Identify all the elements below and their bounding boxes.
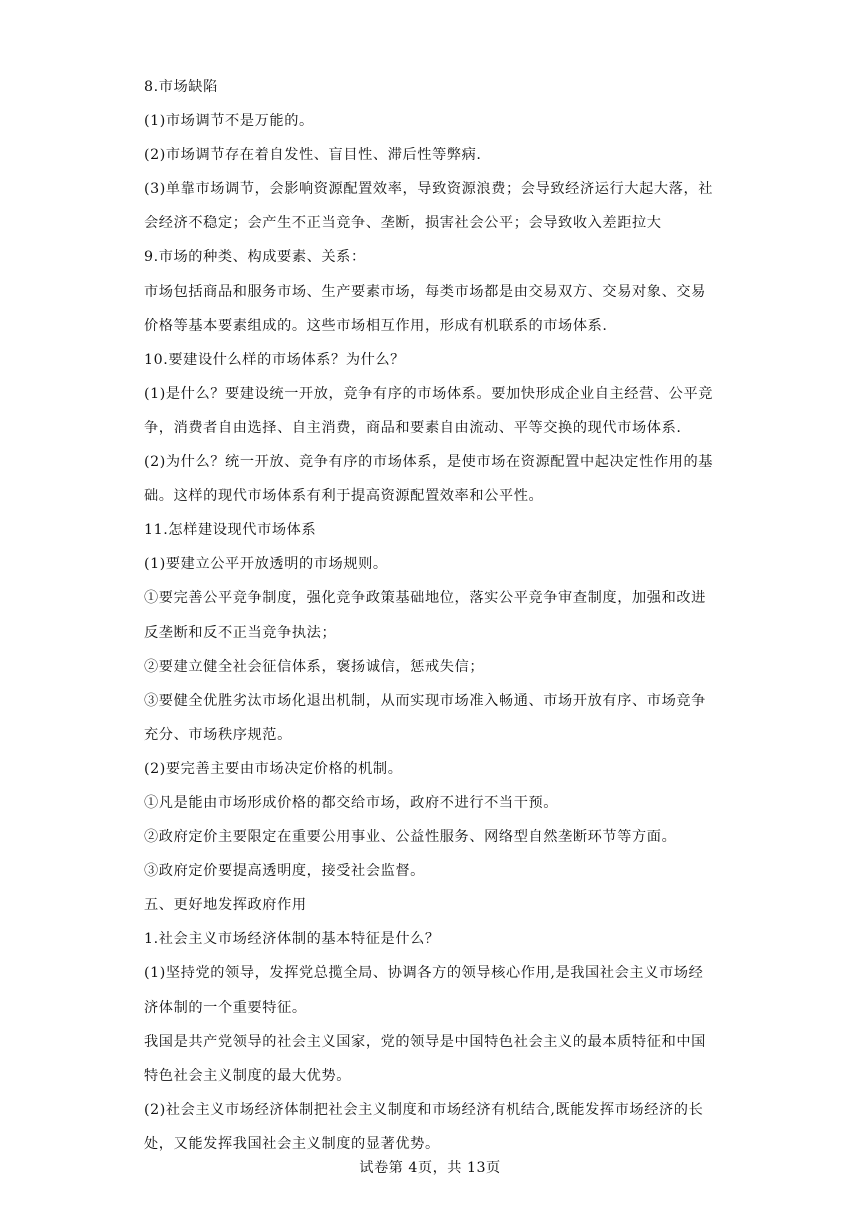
- paragraph-line: (2)要完善主要由市场决定价格的机制。: [144, 760, 403, 777]
- paragraph-line: 价格等基本要素组成的。这些市场相互作用，形成有机联系的市场体系.: [144, 317, 608, 334]
- paragraph-line: (2)为什么？统一开放、竞争有序的市场体系，是使市场在资源配置中起决定性作用的基: [144, 454, 714, 471]
- paragraph-line: 市场包括商品和服务市场、生产要素市场，每类市场都是由交易双方、交易对象、交易: [144, 283, 706, 300]
- paragraph-line: 争，消费者自由选择、自主消费，商品和要素自由流动、平等交换的现代市场体系.: [144, 419, 682, 436]
- paragraph-line: 充分、市场秩序规范。: [144, 726, 292, 743]
- paragraph-line: 础。这样的现代市场体系有利于提高资源配置效率和公平性。: [144, 488, 544, 505]
- paragraph-line: (1)市场调节不是万能的。: [144, 113, 314, 130]
- section-heading-basic-features: 1.社会主义市场经济体制的基本特征是什么？: [144, 931, 440, 948]
- paragraph-line: (1)坚持党的领导，发挥党总揽全局、协调各方的领导核心作用,是我国社会主义市场经: [144, 965, 704, 982]
- section-heading-market-system: 10.要建设什么样的市场体系？为什么？: [144, 351, 405, 368]
- paragraph-line: (1)要建立公平开放透明的市场规则。: [144, 556, 388, 573]
- section-heading-build-market-system: 11.怎样建设现代市场体系: [144, 522, 317, 539]
- paragraph-line: 反垄断和反不正当竞争执法；: [144, 624, 337, 641]
- paragraph-line: ②要建立健全社会征信体系，褒扬诚信，惩戒失信；: [144, 658, 485, 675]
- section-heading-market-types: 9.市场的种类、构成要素、关系：: [144, 249, 366, 266]
- section-heading-market-defects: 8.市场缺陷: [144, 79, 218, 95]
- paragraph-line: 特色社会主义制度的最大优势。: [144, 1067, 352, 1084]
- paragraph-line: 济体制的一个重要特征。: [144, 999, 307, 1016]
- paragraph-line: ③政府定价要提高透明度，接受社会监督。: [144, 863, 425, 880]
- page-number-footer: 试卷第 4页，共 13页: [359, 1160, 501, 1176]
- section-heading-government-role: 五、更好地发挥政府作用: [144, 897, 307, 914]
- paragraph-line: (2)社会主义市场经济体制把社会主义制度和市场经济有机结合,既能发挥市场经济的长: [144, 1101, 704, 1118]
- paragraph-line: 我国是共产党领导的社会主义国家，党的领导是中国特色社会主义的最本质特征和中国: [144, 1033, 706, 1050]
- paragraph-line: 会经济不稳定；会产生不正当竞争、垄断，损害社会公平；会导致收入差距拉大: [144, 215, 662, 232]
- paragraph-line: ①要完善公平竞争制度，强化竞争政策基础地位，落实公平竞争审查制度，加强和改进: [144, 590, 706, 607]
- paragraph-line: (3)单靠市场调节，会影响资源配置效率，导致资源浪费；会导致经济运行大起大落，社: [144, 181, 714, 198]
- document-body: [144, 70, 724, 1161]
- paragraph-line: ②政府定价主要限定在重要公用事业、公益性服务、网络型自然垄断环节等方面。: [144, 829, 677, 846]
- paragraph-line: ①凡是能由市场形成价格的都交给市场，政府不进行不当干预。: [144, 794, 559, 811]
- paragraph-line: (2)市场调节存在着自发性、盲目性、滞后性等弊病.: [144, 147, 482, 164]
- paragraph-line: ③要健全优胜劣汰市场化退出机制，从而实现市场准入畅通、市场开放有序、市场竞争: [144, 692, 706, 709]
- paragraph-line: (1)是什么？要建设统一开放，竞争有序的市场体系。要加快形成企业自主经营、公平竞: [144, 385, 714, 402]
- paragraph-line: 处，又能发挥我国社会主义制度的显著优势。: [144, 1135, 440, 1152]
